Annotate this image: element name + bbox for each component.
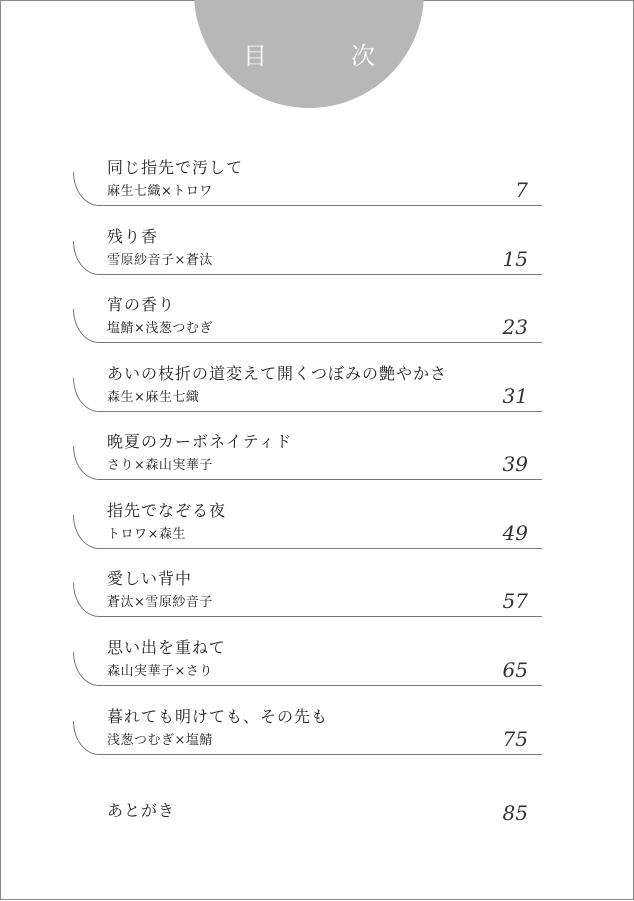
entry-bracket-decoration <box>73 241 99 275</box>
entry-authors: 浅葱つむぎ×塩鯖 <box>107 733 213 748</box>
entry-title: 同じ指先で汚して <box>107 158 244 177</box>
entry-page-number: 15 <box>502 247 528 271</box>
entry-bracket-decoration <box>73 378 99 412</box>
entry-divider <box>98 616 542 617</box>
entry-title: あいの枝折の道変えて開くつぼみの艶やかさ <box>107 364 448 383</box>
entry-page-number: 31 <box>502 384 528 408</box>
toc-entry[interactable] <box>1 432 634 492</box>
entry-title: 暮れても明けても、その先も <box>107 707 329 726</box>
toc-entry[interactable] <box>1 364 634 424</box>
entry-authors: 雪原紗音子×蒼汰 <box>107 253 213 268</box>
entry-authors: さり×森山実華子 <box>107 458 213 473</box>
entry-page-number: 57 <box>502 589 528 613</box>
entry-bracket-decoration <box>73 721 99 755</box>
entry-bracket-decoration <box>73 583 99 617</box>
entry-page-number: 65 <box>502 658 528 682</box>
entry-page-number: 23 <box>502 315 528 339</box>
entry-bracket-decoration <box>73 652 99 686</box>
entry-divider <box>98 685 542 686</box>
entry-title: 思い出を重ねて <box>107 638 226 657</box>
entry-authors: トロワ×森生 <box>107 527 186 542</box>
entry-divider <box>98 411 542 412</box>
entry-divider <box>98 274 542 275</box>
entry-title: 愛しい背中 <box>107 569 193 588</box>
entry-authors: 蒼汰×雪原紗音子 <box>107 595 213 610</box>
entry-page-number: 39 <box>502 452 528 476</box>
afterword-title: あとがき <box>107 801 176 820</box>
afterword-page-number: 85 <box>502 801 528 825</box>
entry-page-number: 49 <box>502 521 528 545</box>
entry-bracket-decoration <box>73 172 99 206</box>
entry-divider <box>98 342 542 343</box>
toc-entry[interactable] <box>1 501 634 561</box>
entry-authors: 塩鯖×浅葱つむぎ <box>107 321 213 336</box>
entry-authors: 森山実華子×さり <box>107 664 213 679</box>
entry-bracket-decoration <box>73 446 99 480</box>
toc-entry[interactable] <box>1 227 634 287</box>
table-of-contents <box>1 1 634 901</box>
toc-entry[interactable] <box>1 158 634 218</box>
entry-page-number: 75 <box>502 727 528 751</box>
entry-title: 晩夏のカーボネイティド <box>107 432 293 451</box>
entry-divider <box>98 205 542 206</box>
entry-authors: 麻生七織×トロワ <box>107 184 213 199</box>
entry-authors: 森生×麻生七織 <box>107 390 200 405</box>
entry-title: 残り香 <box>107 227 159 246</box>
entry-bracket-decoration <box>73 515 99 549</box>
entry-bracket-decoration <box>73 309 99 343</box>
entry-divider <box>98 754 542 755</box>
entry-title: 宵の香り <box>107 295 176 314</box>
entry-page-number: 7 <box>515 178 528 202</box>
toc-entry[interactable] <box>1 569 634 629</box>
toc-entry[interactable] <box>1 295 634 355</box>
toc-entry-afterword[interactable] <box>1 799 634 829</box>
entry-title: 指先でなぞる夜 <box>107 501 227 520</box>
toc-entry[interactable] <box>1 707 634 767</box>
entry-divider <box>98 548 542 549</box>
toc-entry[interactable] <box>1 638 634 698</box>
entry-divider <box>98 479 542 480</box>
page-title: 目 次 <box>243 42 405 70</box>
